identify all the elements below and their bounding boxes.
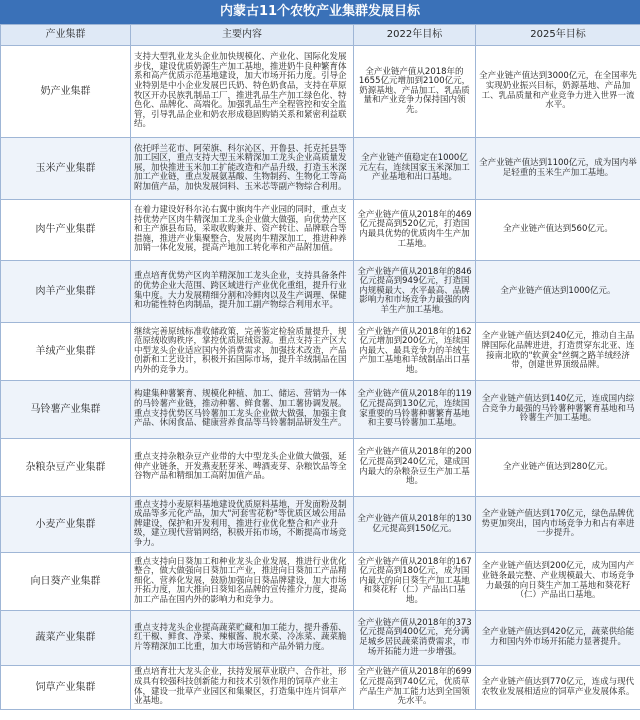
table-row	[1, 46, 640, 138]
target-2022: 全产业链产值从2018年的162亿元增加到200亿元，连续国内最大、最具竞争力的羊绒生产加工基地和羊绒制品出口基地。	[354, 323, 476, 381]
target-2025: 全产业链产值达到1100亿元，成为国内举足轻重的玉米生产加工基地。	[476, 138, 640, 200]
main-content: 重点培育优势产区肉羊精深加工龙头企业，支持具备条件的优势企业大范围、跨区域进行产业优化重组，提升行业集中度。大力发展精细分割和冷鲜肉以及生产调理、保健和功能性特色肉制品，提升加工副产物综合利用水平。	[131, 261, 354, 323]
table-row	[1, 323, 640, 381]
cluster-name: 杂粮杂豆产业集群	[1, 439, 131, 497]
main-content: 重点支持向日葵加工和种业龙头企业发展，推进行业优化整合，做大做强向日葵加工产业，推进向日葵加工产品精细化、营养化发展，鼓励加强向日葵品牌建设，加大市场开拓力度，加大推向日葵知名品牌的宣传推介力度，提高加工产品在国内外的影响力和竞争力。	[131, 553, 354, 611]
cluster-name: 向日葵产业集群	[1, 553, 131, 611]
table-row	[1, 553, 640, 611]
cluster-name: 羊绒产业集群	[1, 323, 131, 381]
header-2022: 2022年目标	[354, 25, 476, 46]
main-content: 重点支持龙头企业提高蔬菜贮藏和加工能力，提升番茄、红干椒、鲜食、净菜、辣椒酱、脱水菜、冷冻菜、蔬菜脆片等精深加工比重，加大市场营销和产品外销力度。	[131, 611, 354, 666]
target-2022: 全产业链产值从2018年的200亿元提高到240亿元，建成国内最大的杂粮杂豆生产加工基地。	[354, 439, 476, 497]
target-2022: 全产业链产值从2018年的119亿元提高到130亿元，连续国家重要的马铃薯种薯繁育基地和主要马铃薯加工基地。	[354, 381, 476, 439]
main-content: 在着力建设好科尔沁右翼中旗肉牛产业园的同时，重点支持优势产区肉牛精深加工龙头企业做大做强，向优势产区和主产旗县布局，采取收购兼并、资产转让、品牌联合等措施，推进产业集聚整合，发展肉牛精深加工，推进种养加销一体化发展，提高产地加工转化率和产品附加值。	[131, 200, 354, 261]
target-2025: 全产业链产值达到240亿元，推动自主品牌国际化品牌进进，打造贯穿东北亚、连接南北欧的"软黄金"丝绸之路羊绒经济带，创建世界顶级品牌。	[476, 323, 640, 381]
target-2022: 全产业链产值从2018年的1655亿元增加到2100亿元，奶源基地、产品加工、乳品质量和产业竞争力保持国内领先。	[354, 46, 476, 138]
table-row	[1, 261, 640, 323]
header-cluster: 产业集群	[1, 25, 131, 46]
table-row	[1, 666, 640, 710]
table-row	[1, 611, 640, 666]
target-2025: 全产业链产值达到560亿元。	[476, 200, 640, 261]
target-2025: 全产业链产值达到200亿元，成为国内产业链条最完整、产业规模最大、市场竞争力最强的向日葵生产加工基地和葵花籽（仁）产品出口基地。	[476, 553, 640, 611]
target-2025: 全产业链产值达到140亿元，连成国内综合竞争力最强的马铃薯种薯繁育基地和马铃薯生产加工基地。	[476, 381, 640, 439]
target-2022: 全产业链产值从2018年的699亿元提高到740亿元，优质草产品生产加工能力达到全国领先水平。	[354, 666, 476, 710]
table-header-row	[1, 25, 640, 46]
main-content: 重点支持杂粮杂豆产业带的大中型龙头企业做大做强，延伸产业链条，开发燕麦胚芽米、啤酒麦芽、杂粮饮品等全谷物产品和精细加工高附加值产品。	[131, 439, 354, 497]
target-2022: 全产业链产值从2018年的130亿元提高到150亿元。	[354, 497, 476, 553]
table-row	[1, 381, 640, 439]
target-2022: 全产业链产值稳定在1000亿元左右，连续国家玉米深加工产业基地和出口基地。	[354, 138, 476, 200]
main-content: 重点支持小麦原料基地建设优质原料基地，开发面粉及制成品等多元化产品，加大"河套雪花粉"等优质区域公用品牌建设，保护和开发利用，推进行业优化整合和产业升级，建立现代营销网络，积极开拓市场，不断提高市场竞争力。	[131, 497, 354, 553]
cluster-name: 饲草产业集群	[1, 666, 131, 710]
target-2022: 全产业链产值从2018年的373亿元提高到400亿元，充分满足城乡居民蔬菜消费需求，市场开拓能力进一步增强。	[354, 611, 476, 666]
target-2025: 全产业链产值达到280亿元。	[476, 439, 640, 497]
main-content: 继续完善原绒标准收储政策，完善鉴定检验质量提升，规范原绒收购秩序，掌控优质原绒资源。重点支持主产区大中型龙头企业适应国内外消费需求，加强技术改造，产品创新和工艺设计，积极开拓国际市场，提升羊绒制品在国内外的竞争力。	[131, 323, 354, 381]
table-row	[1, 497, 640, 553]
target-2022: 全产业链产值从2018年的846亿元提高到949亿元，打造国内规模最大、水平最高、品牌影响力和市场竞争力最强的肉羊生产加工基地。	[354, 261, 476, 323]
cluster-name: 肉牛产业集群	[1, 200, 131, 261]
target-2025: 全产业链产值达到420亿元，蔬菜供给能力和国内外市场开拓能力显著提升。	[476, 611, 640, 666]
target-2022: 全产业链产值从2018年的469亿元提高到520亿元，打造国内最具优势的优质肉牛生产加工基地。	[354, 200, 476, 261]
table-row	[1, 439, 640, 497]
cluster-name: 肉羊产业集群	[1, 261, 131, 323]
target-2022: 全产业链产值从2018年的167亿元提高到180亿元，成为国内最大的向日葵生产加工基地和葵花籽（仁）产品出口基地。	[354, 553, 476, 611]
main-content: 依托呼兰花市、阿荣旗、科尔沁区、开鲁县、托克托县等加工园区，重点支持大型玉米精深加工龙头企业高质量发展，加快推进玉米加工扩能改造和产品升级，打造玉米深加工产业链，重点发展氨基酸、生物制药、生物化工等高附加值产品，加快发展饲料、玉米芯等副产物综合利用。	[131, 138, 354, 200]
target-2025: 全产业链产值达到1000亿元。	[476, 261, 640, 323]
main-content: 构建集种薯繁育、规模化种植、加工、储运、营销为一体的马铃薯产业链，推动种薯、鲜食薯、加工薯协调发展。重点支持优势区马铃薯加工龙头企业做大做强，加强主食产品、休闲食品、健康营养食品等马铃薯制品研发生产。	[131, 381, 354, 439]
main-content: 重点培育壮大龙头企业，扶持发展草业联户、合作社，形成具有较强科技创新能力和技术引领作用的饲草产业主体，建设一批草产业园区和集聚区，打造集中连片饲草产业基地。	[131, 666, 354, 710]
target-2025: 全产业链产值达到770亿元，连成与现代农牧业发展相适应的饲草产业发展体系。	[476, 666, 640, 710]
page-title: 内蒙古11个农牧产业集群发展目标	[0, 0, 640, 24]
cluster-name: 奶产业集群	[1, 46, 131, 138]
header-content: 主要内容	[131, 25, 354, 46]
target-2025: 全产业链产值达到170亿元，绿色品牌优势更加突出，国内市场竞争力和占有率进一步提升。	[476, 497, 640, 553]
target-2025: 全产业链产值达到3000亿元，在全国率先实现奶业振兴目标，奶源基地、产品加工、乳品质量和产业竞争力进入世界一流水平。	[476, 46, 640, 138]
cluster-name: 小麦产业集群	[1, 497, 131, 553]
table-row	[1, 200, 640, 261]
cluster-name: 玉米产业集群	[1, 138, 131, 200]
cluster-table	[0, 24, 640, 710]
header-2025: 2025年目标	[476, 25, 640, 46]
main-content: 支持大型乳业龙头企业加快规模化、产业化、国际化发展步伐，建设优质奶源生产加工基地，推进奶牛良种繁育体系和高产优质示范基地建设，加大市场开拓力度。引导企业特别是中小企业发展巴氏奶、特色奶食品，支持在草原牧区开办民族乳制品工厂，推进乳品生产加工绿色化、特色化、品牌化、高端化。加强乳品生产全程管控和安全监管，引导乳品企业和奶农形成稳固购销关系和紧密利益联结。	[131, 46, 354, 138]
cluster-name: 蔬菜产业集群	[1, 611, 131, 666]
table-row	[1, 138, 640, 200]
cluster-name: 马铃薯产业集群	[1, 381, 131, 439]
